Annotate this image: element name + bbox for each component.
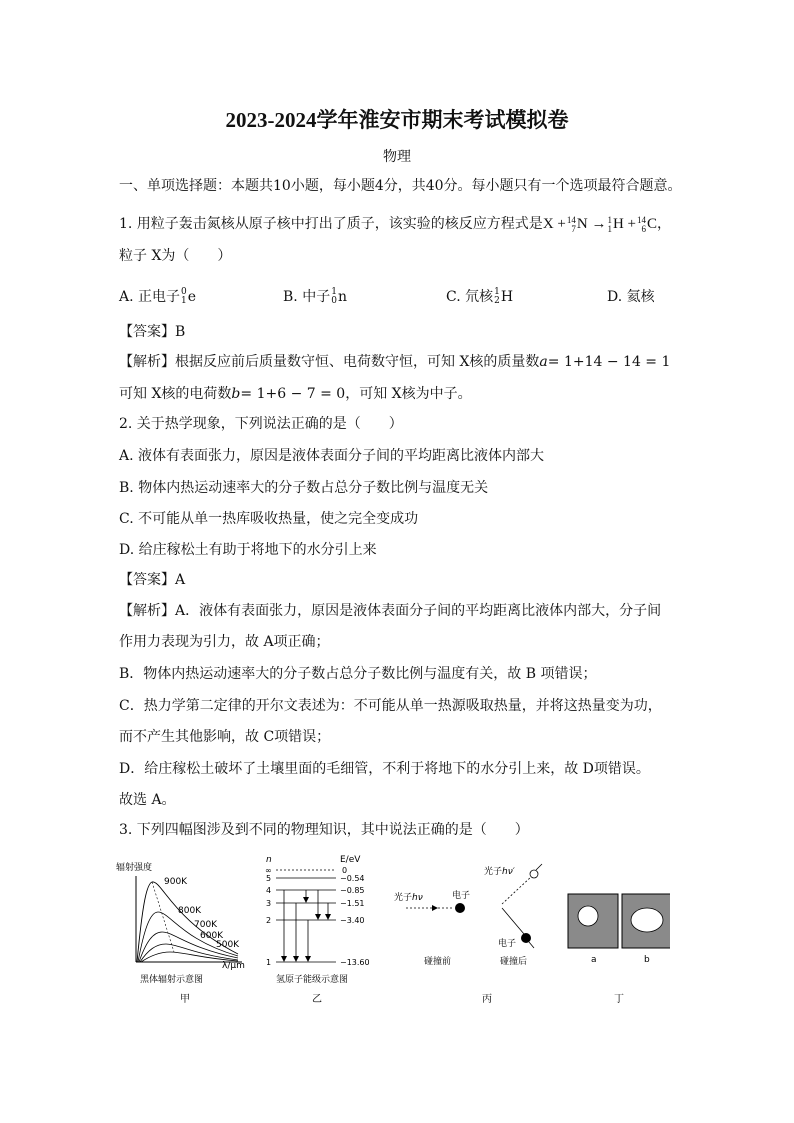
q1-stem: 1. 用粒子轰击氮核从原子核中打出了质子，该实验的核反应方程式是X +14 7N →1 1H +14 6C， — [119, 214, 672, 234]
yi-e-4: −0.85 — [340, 886, 365, 895]
bing-scattered-photon — [502, 876, 532, 904]
ding-hole-a — [578, 906, 598, 926]
yi-n-1: 1 — [266, 958, 272, 967]
jia-ylabel: 辐射强度 — [116, 863, 153, 873]
bing-recoil-path — [502, 908, 524, 934]
yi-tag: 乙 — [312, 994, 322, 1005]
q1-option-a: A. 正电子0 1e — [119, 287, 197, 306]
q2-explanation-7: 故选 A。 — [119, 792, 176, 808]
q2-stem: 2. 关于热学现象，下列说法正确的是（ ） — [119, 416, 403, 432]
figure-jia-blackbody — [116, 861, 245, 1005]
q1-stem-text: 1. 用粒子轰击氮核从原子核中打出了质子，该实验的核反应方程式是 — [119, 216, 543, 232]
bing-electron-before — [455, 903, 465, 913]
bing-photon-out-dot — [530, 870, 538, 878]
ding-tag: 丁 — [614, 994, 624, 1005]
jia-label-600k: 600K — [200, 931, 224, 941]
yi-n-2: 2 — [266, 916, 272, 925]
bing-electron-out-label: 电子 — [498, 939, 517, 949]
bing-before-label: 碰撞前 — [424, 957, 452, 967]
yi-n-4: 4 — [266, 886, 272, 895]
q2-explanation-1: 【解析】A．液体有表面张力，原因是液体表面分子间的平均距离比液体内部大，分子间 — [119, 603, 662, 619]
q2-option-b: B. 物体内热运动速率大的分子数占总分子数比例与温度无关 — [119, 480, 489, 496]
bing-electron-arrow — [529, 942, 534, 948]
ding-label-b: b — [644, 955, 650, 965]
bing-photon-in: 光子hν — [394, 893, 423, 903]
jia-caption: 黑体辐射示意图 — [140, 975, 204, 985]
q2-option-a: A. 液体有表面张力，原因是液体表面分子间的平均距离比液体内部大 — [119, 448, 545, 464]
bing-incoming-arrow — [432, 905, 438, 911]
jia-label-800k: 800K — [178, 906, 202, 916]
yi-arrow-2-1 — [305, 956, 311, 962]
jia-label-700k: 700K — [194, 920, 218, 930]
q1-stem2: 粒子 X为（ ） — [119, 248, 232, 264]
q1-equation: X +14 7N →1 1H +14 6C — [542, 214, 658, 234]
figure-ding-frames — [568, 894, 670, 1005]
q3-stem: 3. 下列四幅图涉及到不同的物理知识，其中说法正确的是（ ） — [119, 822, 529, 838]
q2-explanation-5: 而不产生其他影响，故 C项错误； — [119, 729, 331, 745]
q2-explanation-6: D．给庄稼松土破坏了土壤里面的毛细管，不利于将地下的水分引上来，故 D项错误。 — [119, 761, 650, 777]
bing-electron-label: 电子 — [452, 891, 471, 901]
q2-explanation-2: 作用力表现为引力，故 A项正确； — [119, 634, 330, 650]
ding-label-a: a — [591, 955, 597, 965]
yi-arrow-4-1 — [281, 956, 287, 962]
q1-option-b: B. 中子1 0n — [283, 287, 347, 306]
q2-option-c: C. 不可能从单一热库吸收热量，使之完全变成功 — [119, 511, 419, 527]
yi-e-3: −1.51 — [340, 899, 365, 908]
q1-option-c: C. 氘核1 2H — [446, 287, 514, 306]
q2-option-d: D. 给庄稼松土有助于将地下的水分引上来 — [119, 542, 377, 558]
yi-n-inf: ∞ — [265, 866, 272, 875]
yi-e-inf: 0 — [342, 866, 348, 875]
yi-arrow-3-2 — [325, 914, 331, 920]
q1-answer: 【答案】B — [119, 324, 186, 340]
q3-figures — [110, 850, 670, 1010]
yi-arrow-4-3 — [303, 897, 309, 903]
bing-photon-out-arrow — [536, 864, 542, 870]
yi-e-2: −3.40 — [340, 916, 365, 925]
jia-peak-trend — [152, 882, 174, 952]
q1-option-d: D. 氦核 — [607, 289, 655, 305]
yi-arrowheads — [281, 897, 331, 962]
page-title: 2023-2024学年淮安市期末考试模拟卷 — [225, 108, 569, 132]
yi-e-1: −13.60 — [340, 958, 370, 967]
yi-caption: 氢原子能级示意图 — [276, 975, 349, 985]
yi-n-3: 3 — [266, 899, 272, 908]
yi-n-label: n — [266, 855, 272, 865]
section-heading: 一、单项选择题：本题共10小题，每小题4分，共40分。每小题只有一个选项最符合题意。 — [119, 178, 682, 194]
jia-tag: 甲 — [180, 994, 190, 1005]
q2-answer: 【答案】A — [119, 572, 186, 588]
yi-e-5: −0.54 — [340, 874, 365, 883]
bing-electron-after — [521, 933, 531, 943]
jia-label-500k: 500K — [216, 940, 240, 950]
yi-arrow-3-1 — [293, 956, 299, 962]
figure-yi-energy-levels — [265, 855, 370, 1005]
q2-explanation-3: B．物体内热运动速率大的分子数占总分子数比例与温度有关，故 B 项错误； — [119, 666, 597, 682]
q1-explanation-2: 可知 X核的电荷数b= 1+6 − 7 = 0，可知 X核为中子。 — [119, 386, 472, 402]
q1-explanation-1: 【解析】根据反应前后质量数守恒、电荷数守恒，可知 X核的质量数a= 1+14 − 14 = 1 — [119, 354, 671, 370]
jia-label-900k: 900K — [164, 877, 188, 887]
q2-explanation-4: C．热力学第二定律的开尔文表述为：不可能从单一热源吸取热量，并将这热量变为功， — [119, 698, 662, 714]
bing-after-label: 碰撞后 — [500, 957, 528, 967]
figure-bing-compton — [394, 864, 542, 1005]
subject-label: 物理 — [383, 149, 411, 165]
bing-photon-out: 光子hν′ — [484, 867, 515, 877]
yi-e-label: E/eV — [340, 855, 361, 865]
yi-n-5: 5 — [266, 874, 272, 883]
jia-xlabel: λ/μm — [222, 961, 245, 971]
yi-arrow-4-2 — [315, 914, 321, 920]
ding-hole-b — [631, 908, 663, 932]
bing-tag: 丙 — [482, 994, 492, 1005]
